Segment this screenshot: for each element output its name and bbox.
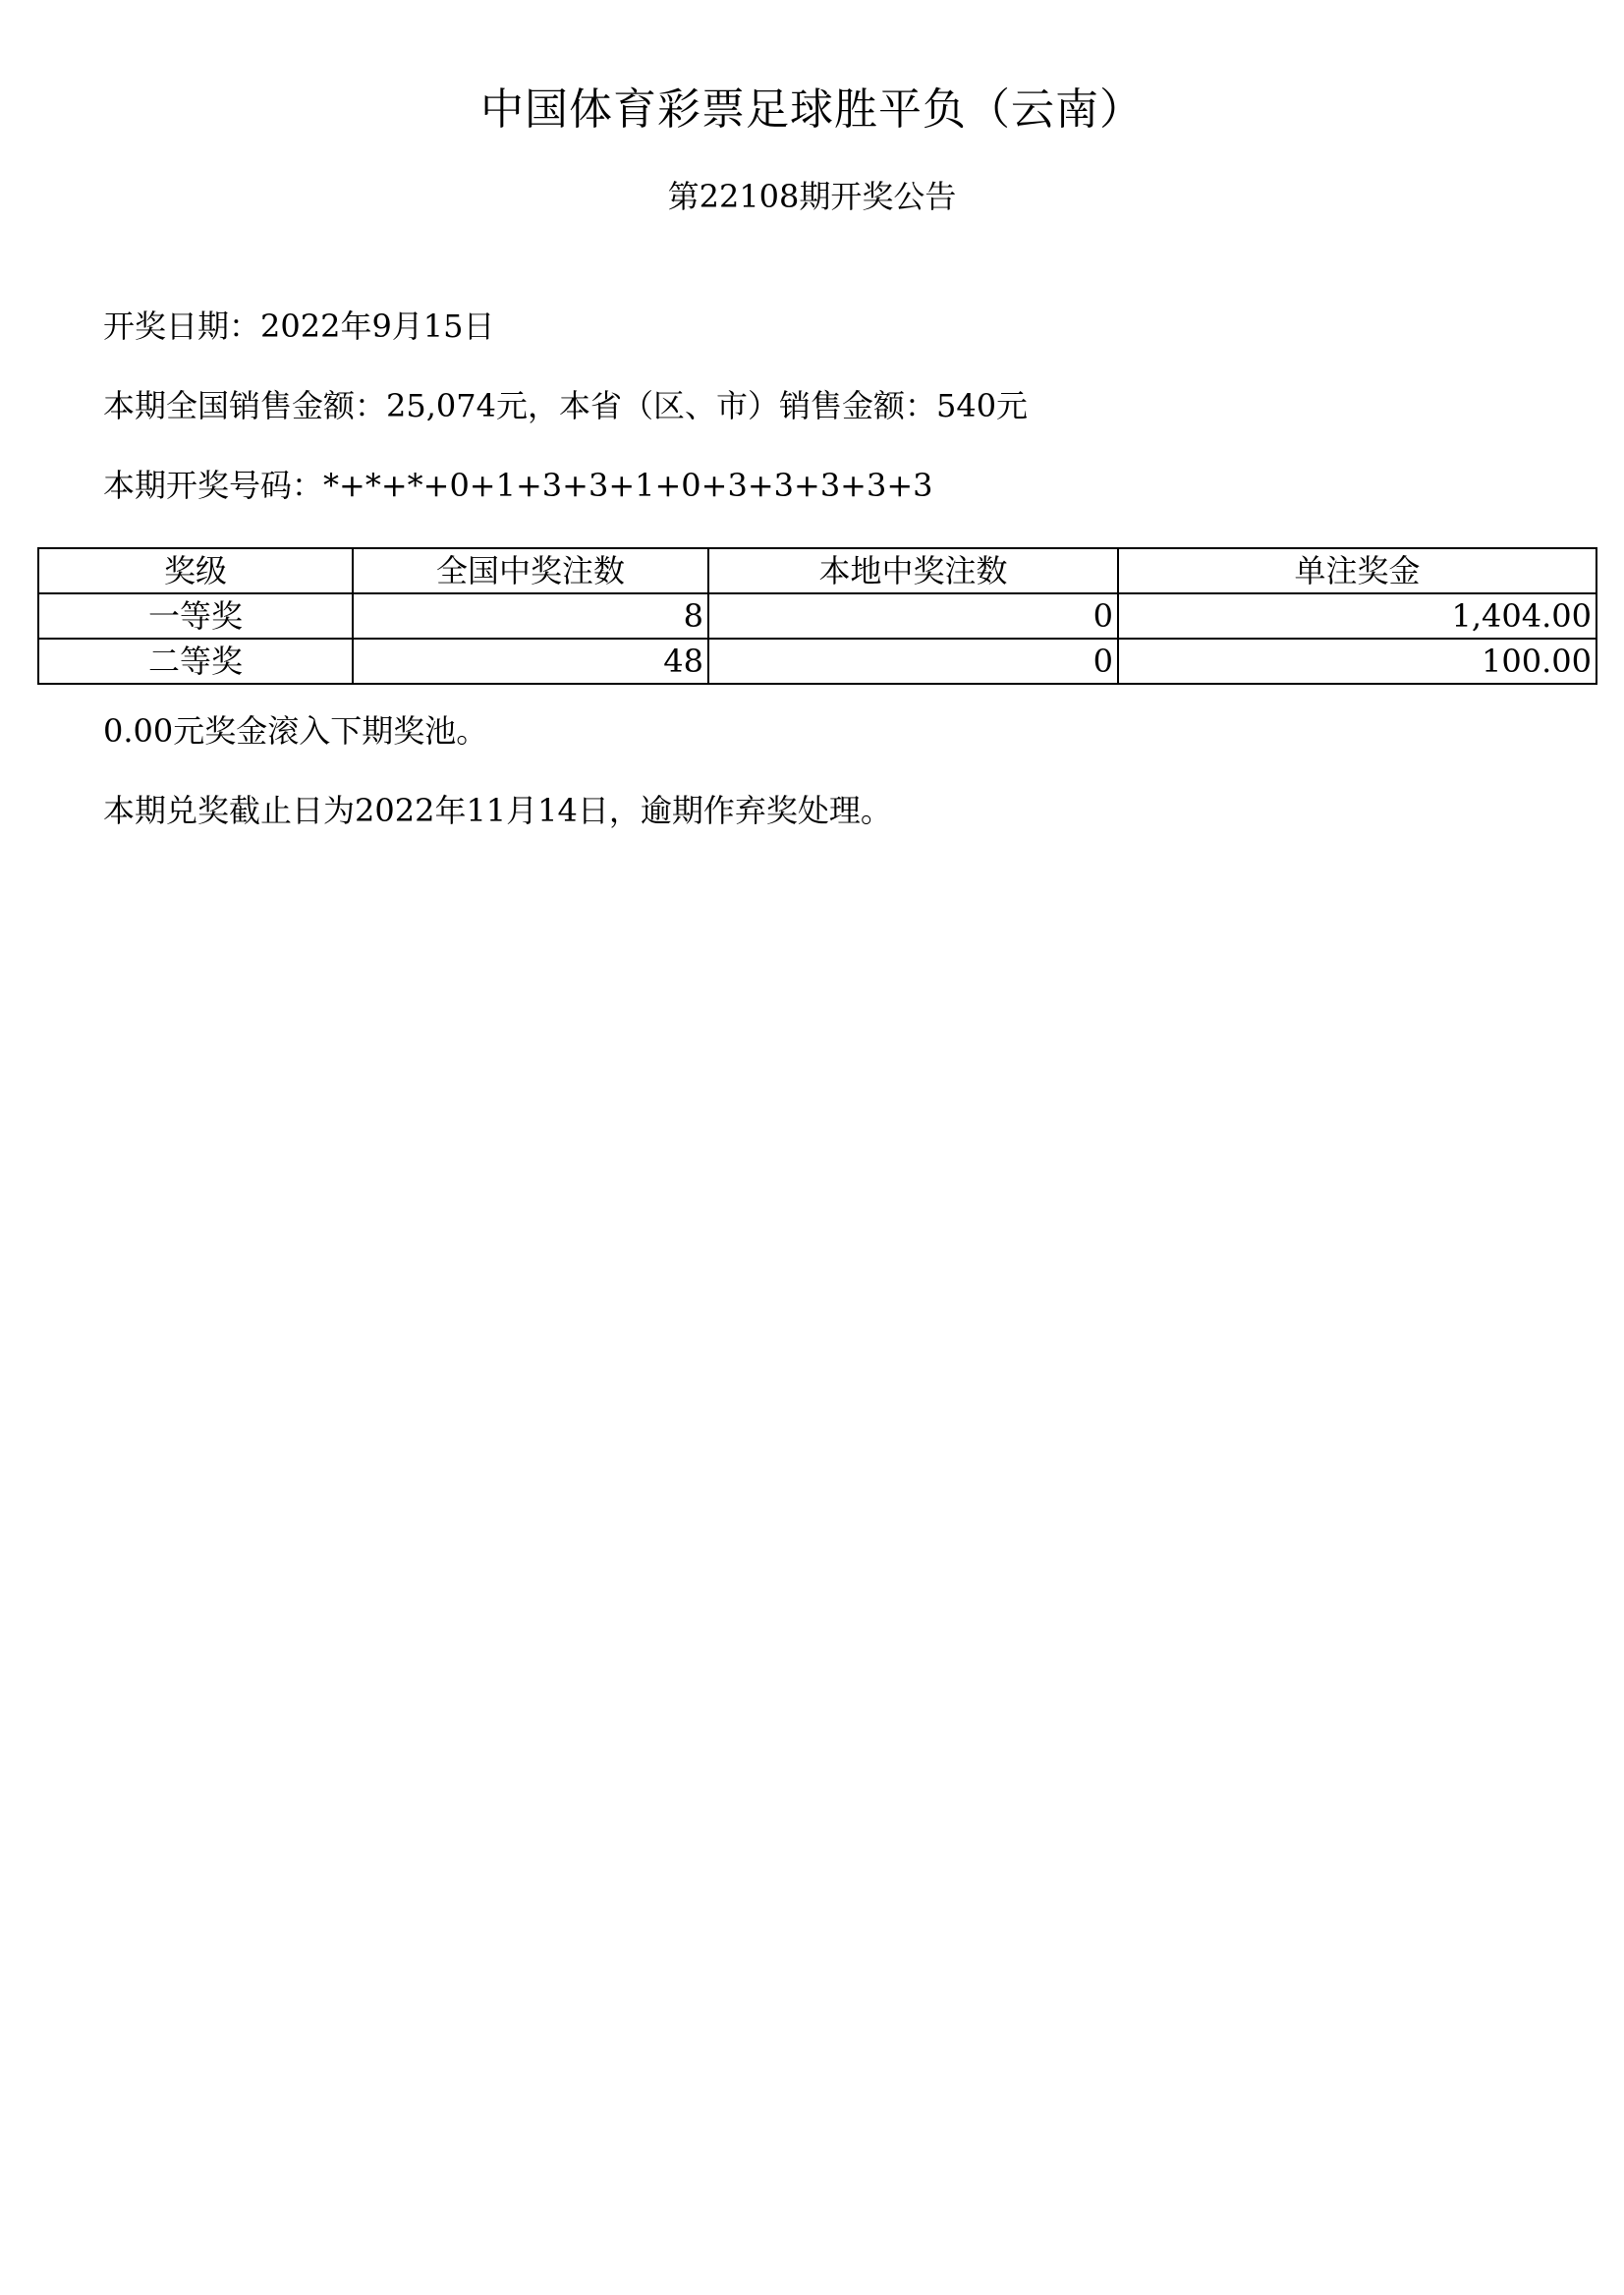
local-winners: 0 [708, 593, 1118, 639]
column-header-prize-amount: 单注奖金 [1118, 548, 1596, 593]
winning-numbers: 本期开奖号码：*+*+*+0+1+3+3+1+0+3+3+3+3+3 [103, 467, 933, 504]
table-row [38, 639, 1596, 684]
page-subtitle: 第22108期开奖公告 [667, 178, 957, 215]
prize-level: 二等奖 [38, 639, 353, 684]
draw-date: 开奖日期：2022年9月15日 [103, 308, 495, 345]
table-header-row [38, 548, 1596, 593]
column-header-local-count: 本地中奖注数 [708, 548, 1118, 593]
national-winners: 48 [353, 639, 708, 684]
column-header-level: 奖级 [38, 548, 353, 593]
prize-amount: 100.00 [1118, 639, 1596, 684]
prize-amount: 1,404.00 [1118, 593, 1596, 639]
national-winners: 8 [353, 593, 708, 639]
prize-level: 一等奖 [38, 593, 353, 639]
page-title: 中国体育彩票足球胜平负（云南） [480, 84, 1144, 135]
sales-amount: 本期全国销售金额：25,074元，本省（区、市）销售金额：540元 [103, 387, 1029, 424]
claim-deadline: 本期兑奖截止日为2022年11月14日，逾期作弃奖处理。 [103, 792, 892, 829]
local-winners: 0 [708, 639, 1118, 684]
prize-table [37, 547, 1597, 685]
table-row [38, 593, 1596, 639]
column-header-national-count: 全国中奖注数 [353, 548, 708, 593]
rollover-note: 0.00元奖金滚入下期奖池。 [103, 712, 488, 750]
